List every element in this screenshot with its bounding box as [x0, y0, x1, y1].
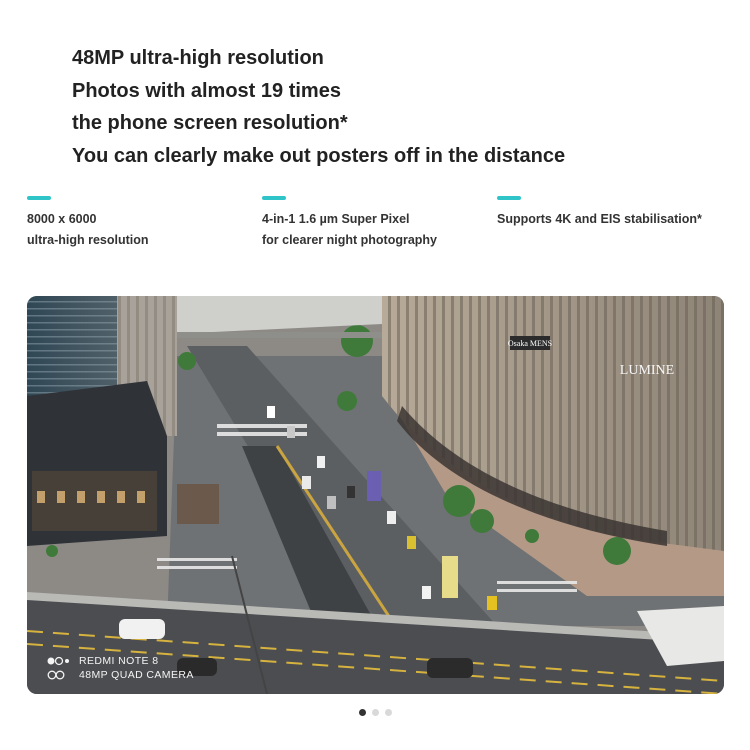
feature-subtitle: for clearer night photography	[262, 233, 438, 247]
headline	[72, 42, 565, 172]
feature-subtitle: ultra-high resolution	[27, 233, 149, 247]
feature-title: 4-in-1 1.6 µm Super Pixel	[262, 212, 410, 226]
feature-super-pixel	[262, 196, 437, 251]
feature-title: 8000 x 6000	[27, 212, 97, 226]
carousel-dots	[0, 709, 750, 716]
carousel-dot-3[interactable]	[385, 709, 392, 716]
watermark-model: REDMI NOTE 8	[79, 655, 159, 667]
carousel-dot-1[interactable]	[359, 709, 366, 716]
sign-lumine: LUMINE	[619, 363, 675, 378]
sample-photo	[27, 296, 724, 694]
headline-line-3: the phone screen resolution*	[72, 112, 348, 134]
camera-dots-icon	[47, 656, 73, 666]
camera-watermark	[47, 654, 194, 682]
feature-4k-eis	[497, 196, 702, 230]
sign-store: Osaka MENS	[507, 339, 553, 348]
headline-line-1: 48MP ultra-high resolution	[72, 47, 324, 69]
headline-line-2: Photos with almost 19 times	[72, 79, 341, 102]
watermark-camera: 48MP QUAD CAMERA	[79, 669, 194, 681]
feature-resolution	[27, 196, 149, 251]
feature-accent-bar	[27, 196, 51, 200]
camera-lens-icon	[47, 670, 73, 680]
headline-line-4: You can clearly make out posters off in the distance	[72, 144, 566, 167]
city-street-photo	[27, 296, 724, 694]
feature-title: Supports 4K and EIS stabilisation*	[497, 212, 702, 226]
feature-accent-bar	[262, 196, 286, 200]
carousel-dot-2[interactable]	[372, 709, 379, 716]
feature-accent-bar	[497, 196, 521, 200]
